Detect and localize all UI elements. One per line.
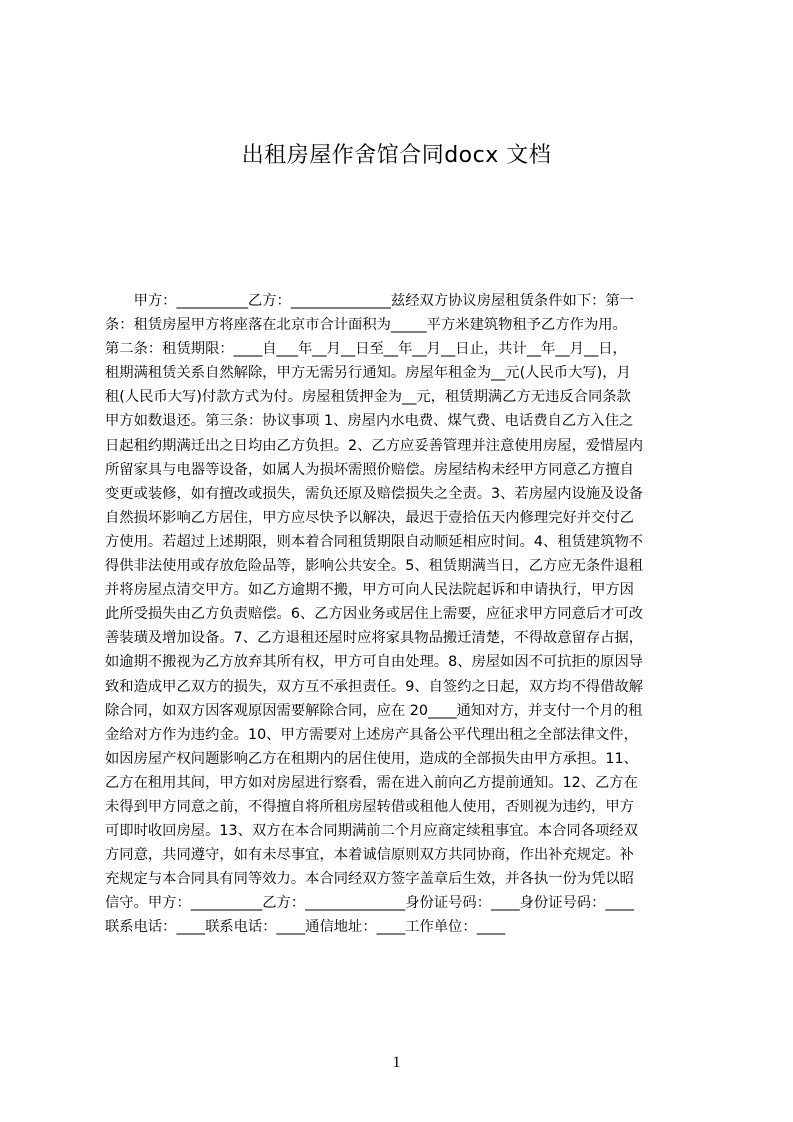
body-line: 所留家具与电器等设备，如属人为损坏需照价赔偿。房屋结构未经甲方同意乙方擅自: [105, 461, 634, 478]
body-line: 条：租赁房屋甲方将座落在北京市合计面积为_____平方米建筑物租予乙方作为用。: [105, 317, 627, 334]
page-number: 1: [392, 1054, 401, 1071]
body-line: 租(人民币大写)付款方式为付。房屋租赁押金为__元，租赁期满乙方无违反合同条款: [105, 389, 631, 406]
body-line: 甲方：__________乙方：______________兹经双方协议房屋租赁条件如下：第一: [105, 293, 634, 309]
body-line: 此所受损失由乙方负责赔偿。6、乙方因业务或居住上需要，应征求甲方同意后才可改: [105, 606, 644, 623]
body-line: 未得到甲方同意之前，不得擅自将所租房屋转借或租他人使用，否则视为违约，甲方: [105, 798, 634, 815]
body-line: 金给对方作为违约金。10、甲方需要对上述房产具备公平代理出租之全部法律文件，: [105, 726, 638, 743]
document-title: 出租房屋作舍馆合同docx 文档: [241, 143, 552, 168]
body-line: 方使用。若超过上述期限，则本着合同租赁期限自动顺延相应时间。4、租赁建筑物不: [105, 533, 644, 550]
body-line: 自然损坏影响乙方居住，甲方应尽快予以解决，最迟于壹拾伍天内修理完好并交付乙: [105, 509, 634, 526]
body-line: 并将房屋点清交甲方。如乙方逾期不搬，甲方可向人民法院起诉和申请执行，甲方因: [105, 582, 634, 599]
body-line: 除合同，如双方因客观原因需要解除合同，应在 20____通知对方，并支付一个月的租: [105, 702, 643, 719]
body-line: 联系电话：____联系电话：____通信地址：____工作单位：____: [105, 919, 506, 936]
body-line: 甲方如数退还。第三条：协议事项 1、房屋内水电费、煤气费、电话费自乙方入住之: [105, 413, 634, 430]
body-line: 租期满租赁关系自然解除，甲方无需另行通知。房屋年租金为__元(人民币大写)，月: [105, 365, 631, 382]
body-line: 如逾期不搬视为乙方放弃其所有权，甲方可自由处理。8、房屋如因不可抗拒的原因导: [105, 654, 644, 671]
body-line: 致和造成甲乙双方的损失，双方互不承担责任。9、自签约之日起，双方均不得借故解: [105, 678, 644, 695]
body-line: 方同意，共同遵守，如有未尽事宜，本着诚信原则双方共同协商，作出补充规定。补: [105, 847, 634, 864]
body-line: 信守。甲方：__________乙方：______________身份证号码：____身份证号码：____: [105, 895, 634, 912]
body-line: 充规定与本合同具有同等效力。本合同经双方签字盖章后生效，并各执一份为凭以昭: [105, 871, 634, 888]
contract-body: [105, 289, 698, 940]
body-line: 变更或装修，如有擅改或损失，需负还原及赔偿损失之全责。3、若房屋内设施及设备: [105, 485, 644, 502]
body-line: 乙方在租用其间，甲方如对房屋进行察看，需在进入前向乙方提前通知。12、乙方在: [105, 774, 638, 791]
body-line: 得供非法使用或存放危险品等，影响公共安全。5、租赁期满当日，乙方应无条件退租: [105, 558, 644, 575]
body-line: 如因房屋产权问题影响乙方在租期内的居住使用，造成的全部损失由甲方承担。11、: [105, 750, 638, 767]
body-line: 可即时收回房屋。13、双方在本合同期满前二个月应商定续租事宜。本合同各项经双: [105, 823, 638, 840]
body-line: 善装璜及增加设备。7、乙方退租还屋时应将家具物品搬迁清楚，不得故意留存占据，: [105, 630, 644, 647]
body-line: 日起租约期满迁出之日均由乙方负担。2、乙方应妥善管理并注意使用房屋，爱惜屋内: [105, 437, 644, 454]
body-line: 第二条：租赁期限：____自___年__月__日至__年__月__日止，共计__年__月__日，: [105, 341, 627, 358]
